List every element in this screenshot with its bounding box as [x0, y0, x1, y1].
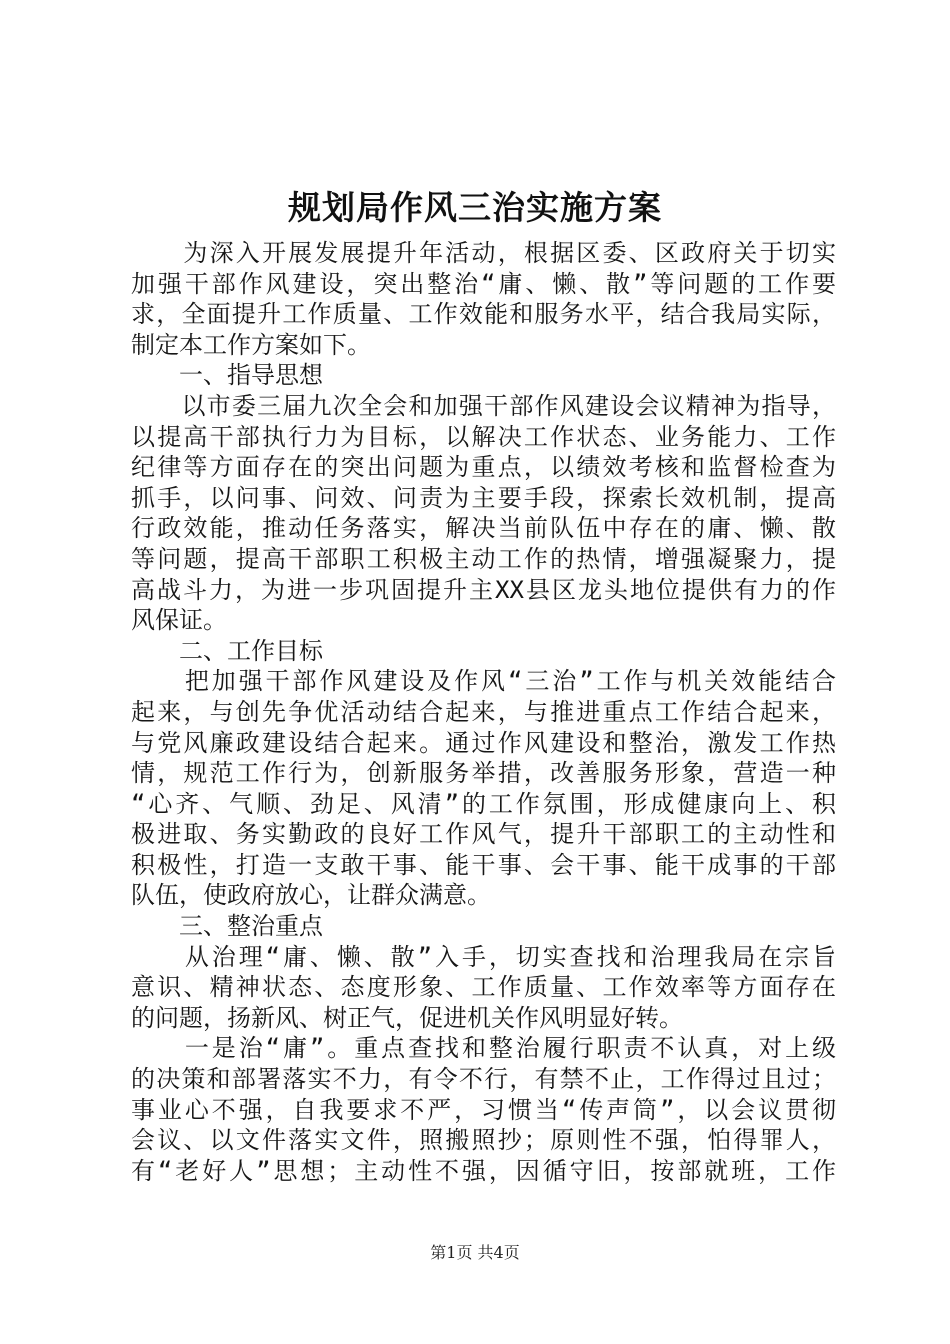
body-line: 二、工作目标: [131, 636, 323, 665]
body-line: “心齐、气顺、劲足、风清”的工作氛围，形成健康向上、积: [131, 789, 836, 818]
body-line: 极进取、务实勤政的良好工作风气，提升干部职工的主动性和: [131, 820, 836, 849]
body-line: 意识、精神状态、态度形象、工作质量、工作效率等方面存在: [131, 973, 836, 1002]
body-line: 一是治“庸”。重点查找和整治履行职责不认真，对上级: [131, 1034, 836, 1063]
body-line: 纪律等方面存在的突出问题为重点，以绩效考核和监督检查为: [131, 453, 836, 482]
page-footer: 第1页 共4页: [430, 1243, 520, 1262]
body-line: 与党风廉政建设结合起来。通过作风建设和整治，激发工作热: [131, 728, 836, 757]
body-line: 一、指导思想: [131, 361, 323, 390]
body-line: 高战斗力，为进一步巩固提升主XX县区龙头地位提供有力的作: [131, 575, 836, 604]
body-line: 事业心不强，自我要求不严，习惯当“传声筒”，以会议贯彻: [131, 1095, 836, 1124]
body-line: 行政效能，推动任务落实，解决当前队伍中存在的庸、懒、散: [131, 514, 836, 543]
body-line: 的决策和部署落实不力，有令不行，有禁不止，工作得过且过；: [131, 1065, 836, 1094]
body-line: 风保证。: [131, 606, 227, 635]
document-title: 规划局作风三治实施方案: [288, 188, 662, 227]
body-line: 积极性，打造一支敢干事、能干事、会干事、能干成事的干部: [131, 850, 836, 879]
body-line: 情，规范工作行为，创新服务举措，改善服务形象，营造一种: [131, 759, 836, 788]
body-line: 队伍，使政府放心，让群众满意。: [131, 881, 491, 910]
body-line: 把加强干部作风建设及作风“三治”工作与机关效能结合: [131, 667, 836, 696]
body-line: 求，全面提升工作质量、工作效能和服务水平，结合我局实际，: [131, 300, 836, 329]
body-line: 等问题，提高干部职工积极主动工作的热情，增强凝聚力，提: [131, 544, 836, 573]
body-line: 有“老好人”思想；主动性不强，因循守旧，按部就班，工作: [131, 1156, 836, 1185]
body-line: 以市委三届九次全会和加强干部作风建设会议精神为指导，: [131, 391, 836, 420]
body-line: 加强干部作风建设，突出整治“庸、懒、散”等问题的工作要: [131, 269, 836, 298]
body-line: 从治理“庸、懒、散”入手，切实查找和治理我局在宗旨: [131, 942, 836, 971]
body-line: 抓手，以问事、问效、问责为主要手段，探索长效机制，提高: [131, 483, 836, 512]
document-body: [131, 238, 836, 1186]
body-line: 制定本工作方案如下。: [131, 330, 371, 359]
body-line: 的问题，扬新风、树正气，促进机关作风明显好转。: [131, 1003, 683, 1032]
body-line: 三、整治重点: [131, 912, 323, 941]
body-line: 为深入开展发展提升年活动，根据区委、区政府关于切实: [131, 239, 836, 267]
body-line: 起来，与创先争优活动结合起来，与推进重点工作结合起来，: [131, 697, 836, 726]
body-line: 以提高干部执行力为目标，以解决工作状态、业务能力、工作: [131, 422, 836, 451]
body-line: 会议、以文件落实文件，照搬照抄；原则性不强，怕得罪人，: [131, 1126, 836, 1155]
